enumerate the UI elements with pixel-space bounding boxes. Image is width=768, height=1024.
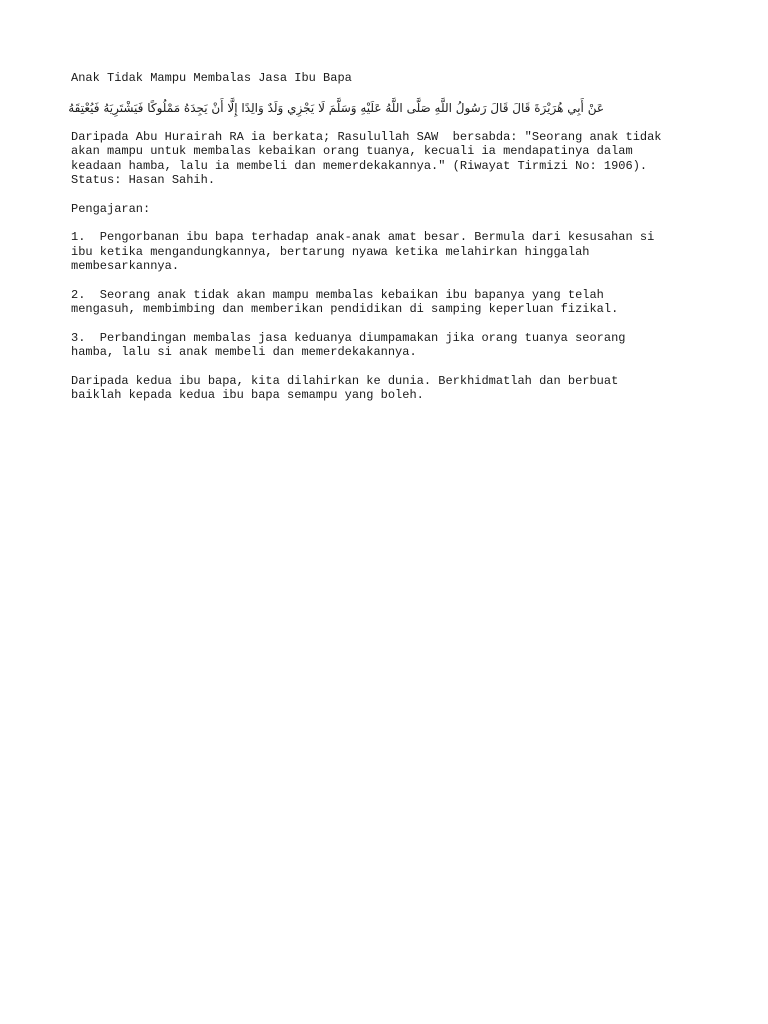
document-page	[68, 71, 711, 417]
lesson-item-1: 1. Pengorbanan ibu bapa terhadap anak-anak amat besar. Bermula dari kesusahan si ibu ketika mengandungkannya, bertarung nyawa ketika melahirkan hinggalah membesarkannya.	[71, 230, 655, 273]
closing-paragraph: Daripada kedua ibu bapa, kita dilahirkan ke dunia. Berkhidmatlah dan berbuat baiklah kepada kedua ibu bapa semampu yang boleh.	[71, 373, 619, 402]
arabic-hadith-text: عَنْ أَبِي هُرَيْرَةَ قَالَ قَالَ رَسُولُ اللَّهِ صَلَّى اللَّهُ عَلَيْهِ وَسَلَّمَ لَا يَجْزِي وَلَدٌ وَالِدًا إِلَّا أَنْ يَجِدَهُ مَمْلُوكًا فَيَشْتَرِيَهُ فَيُعْتِقَهُ	[68, 100, 604, 115]
hadith-translation: Daripada Abu Hurairah RA ia berkata; Rasulullah SAW bersabda: "Seorang anak tidak akan mampu untuk membalas kebaikan orang tuanya, kecuali ia mendapatinya dalam keadaan hamba, lalu ia membeli dan memerdekakannya." (Riwayat Tirmizi No: 1906). Status: Hasan Sahih.	[71, 129, 662, 187]
document-title: Anak Tidak Mampu Membalas Jasa Ibu Bapa	[71, 71, 352, 85]
lesson-item-3: 3. Perbandingan membalas jasa keduanya diumpamakan jika orang tuanya seorang hamba, lalu si anak membeli dan memerdekakannya.	[71, 330, 626, 359]
lesson-item-2: 2. Seorang anak tidak akan mampu membalas kebaikan ibu bapanya yang telah mengasuh, membimbing dan memberikan pendidikan di samping keperluan fizikal.	[71, 287, 619, 316]
lessons-heading: Pengajaran:	[71, 201, 151, 216]
